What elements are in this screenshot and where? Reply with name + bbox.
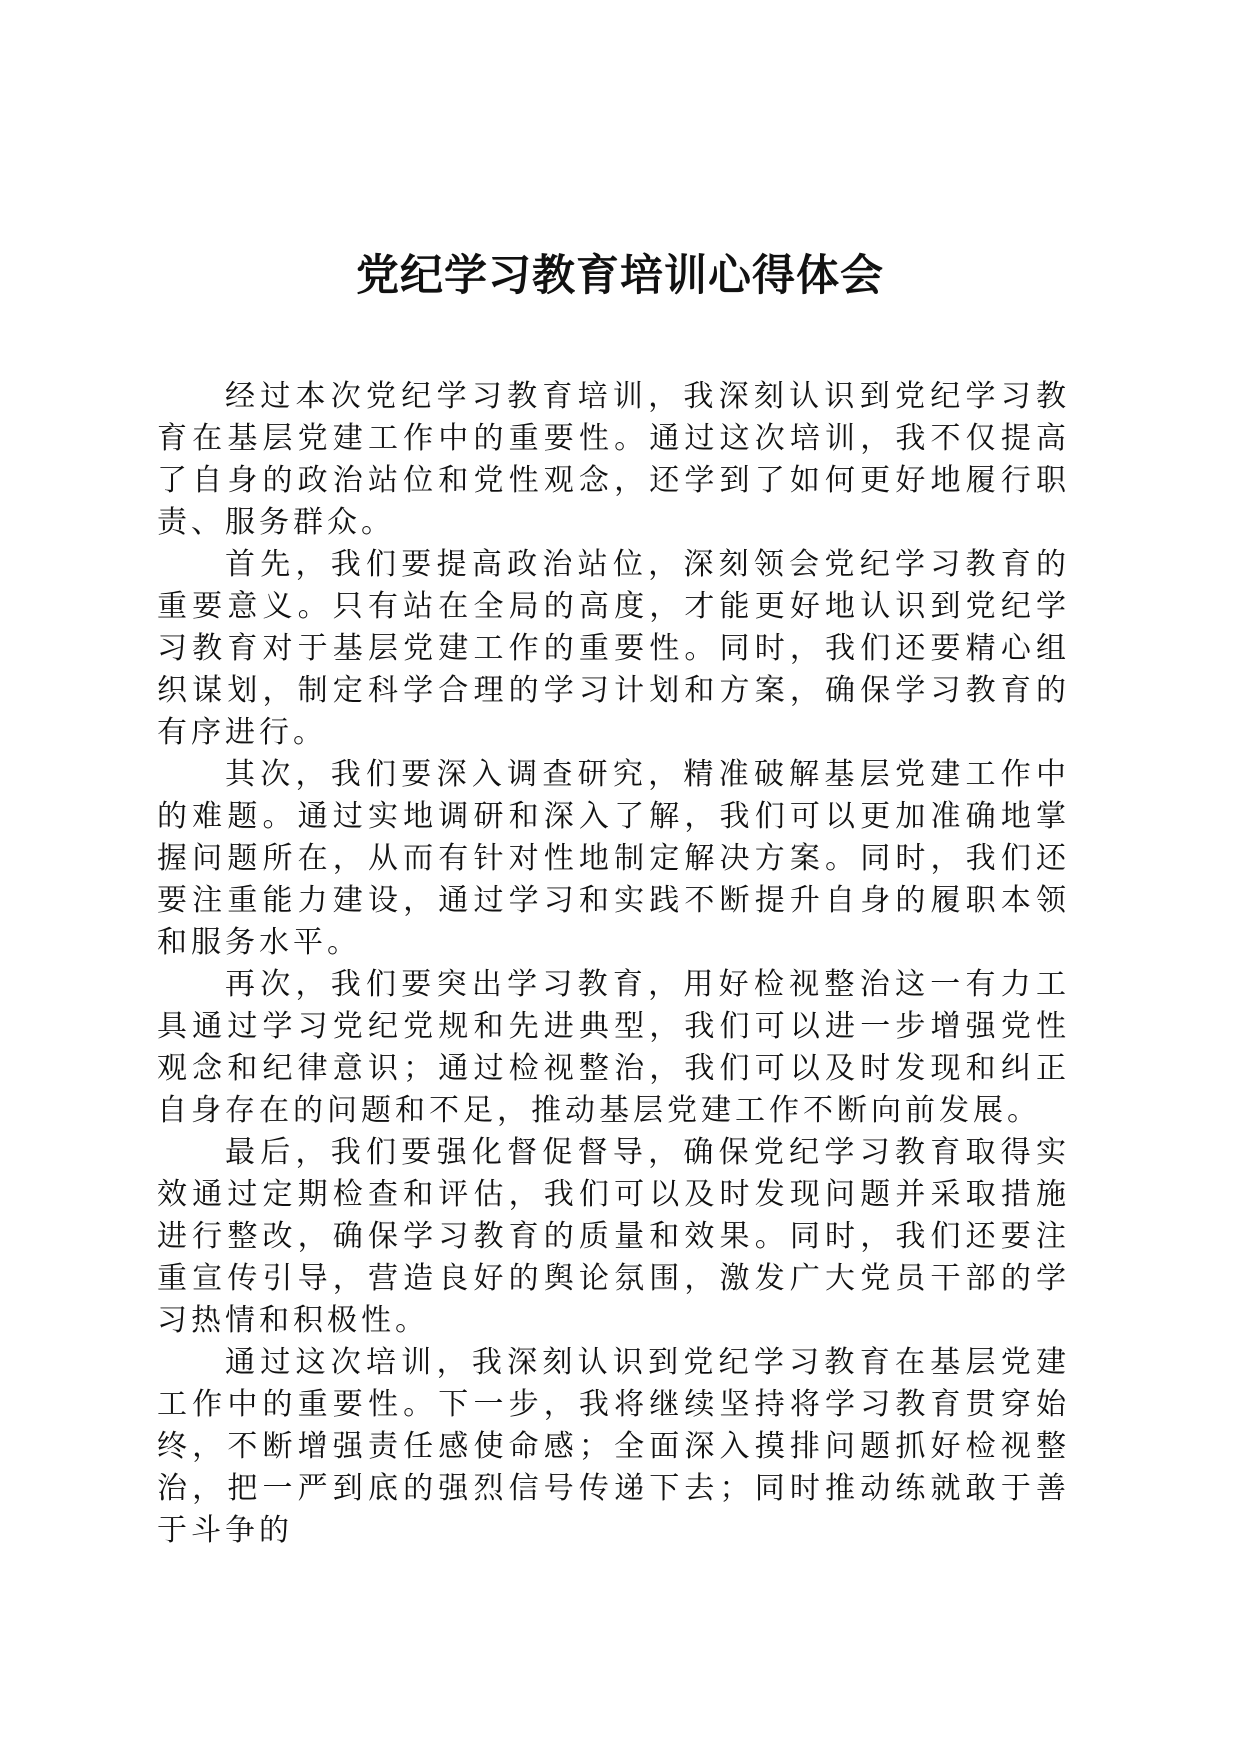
paragraph-last: 最后，我们要强化督促督导，确保党纪学习教育取得实效通过定期检查和评估，我们可以及时发现问题并采取措施进行整改，确保学习教育的质量和效果。同时，我们还要注重宣传引导，营造良好的舆论氛围，激发广大党员干部的学习热情和积极性。 (157, 1135, 1070, 1338)
document-title: 党纪学习教育培训心得体会 (356, 251, 884, 301)
paragraph-third: 再次，我们要突出学习教育，用好检视整治这一有力工具通过学习党纪党规和先进典型，我们可以进一步增强党性观念和纪律意识；通过检视整治，我们可以及时发现和纠正自身存在的问题和不足，推动基层党建工作不断向前发展。 (157, 967, 1070, 1128)
paragraph-first: 首先，我们要提高政治站位，深刻领会党纪学习教育的重要意义。只有站在全局的高度，才能更好地认识到党纪学习教育对于基层党建工作的重要性。同时，我们还要精心组织谋划，制定科学合理的学习计划和方案，确保学习教育的有序进行。 (157, 547, 1070, 750)
paragraph-intro: 经过本次党纪学习教育培训，我深刻认识到党纪学习教育在基层党建工作中的重要性。通过这次培训，我不仅提高了自身的政治站位和党性观念，还学到了如何更好地履行职责、服务群众。 (157, 379, 1070, 540)
paragraph-second: 其次，我们要深入调查研究，精准破解基层党建工作中的难题。通过实地调研和深入了解，我们可以更加准确地掌握问题所在，从而有针对性地制定解决方案。同时，我们还要注重能力建设，通过学习和实践不断提升自身的履职本领和服务水平。 (157, 757, 1070, 960)
document-body (157, 376, 1070, 1552)
paragraph-conclusion: 通过这次培训，我深刻认识到党纪学习教育在基层党建工作中的重要性。下一步，我将继续坚持将学习教育贯穿始终，不断增强责任感使命感；全面深入摸排问题抓好检视整治，把一严到底的强烈信号传递下去；同时推动练就敢于善于斗争的 (157, 1345, 1070, 1548)
